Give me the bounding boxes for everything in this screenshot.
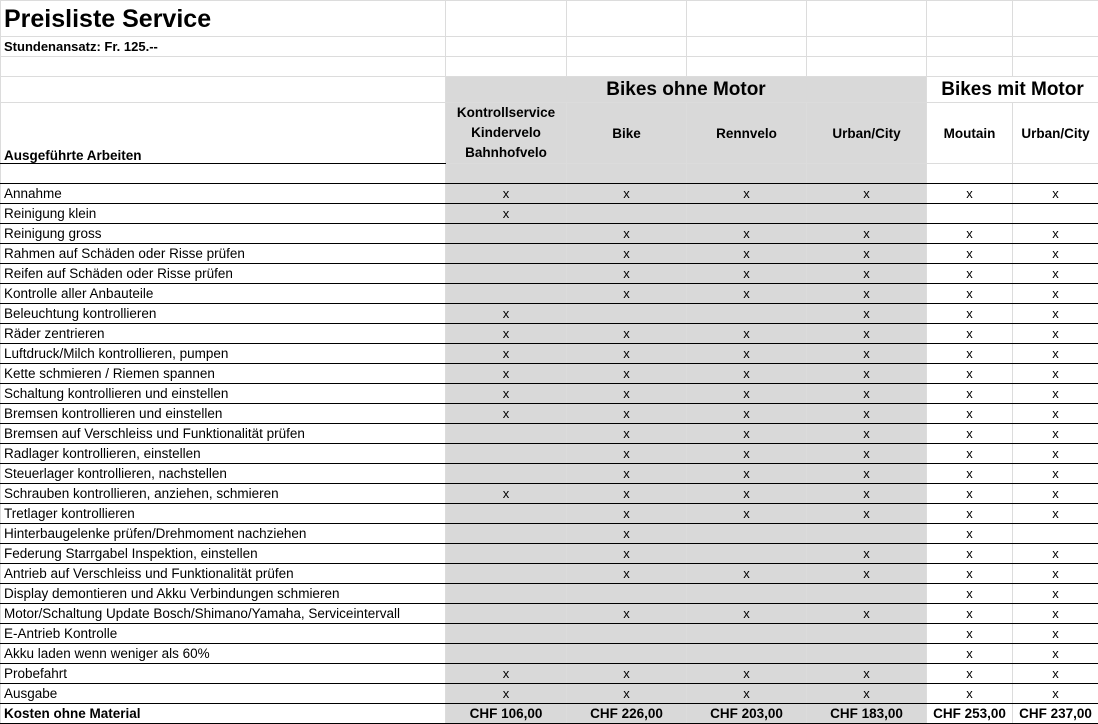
column-header-kontrollservice [446,103,567,164]
row-label: Reinigung gross [1,224,446,244]
row-label: Federung Starrgabel Inspektion, einstellen [1,544,446,564]
row-label: Ausgabe [1,684,446,704]
row-cell [687,524,807,544]
row-cell [446,504,567,524]
row-label: Luftdruck/Milch kontrollieren, pumpen [1,344,446,364]
row-cell: x [927,324,1013,344]
row-cell: x [687,244,807,264]
row-cell: x [567,544,687,564]
table-row [1,544,1098,564]
row-cell: x [567,324,687,344]
table-row [1,264,1098,284]
row-cell: x [567,664,687,684]
row-cell: x [927,224,1013,244]
row-cell: x [687,344,807,364]
row-cell: x [1013,504,1098,524]
row-cell: x [927,584,1013,604]
row-cell: x [567,264,687,284]
row-cell [446,464,567,484]
row-cell: x [446,304,567,324]
row-cell: x [927,624,1013,644]
row-label: Kontrolle aller Anbauteile [1,284,446,304]
row-cell: x [567,344,687,364]
row-cell: x [1013,324,1098,344]
row-cell [567,304,687,324]
row-cell: x [807,404,927,424]
row-cell: x [927,504,1013,524]
row-cell: x [567,464,687,484]
row-cell [687,204,807,224]
column-header-urban-city: Urban/City [807,103,927,164]
row-cell: x [687,484,807,504]
row-label: Bremsen auf Verschleiss und Funktionalität prüfen [1,424,446,444]
table-row [1,364,1098,384]
row-cell: x [687,664,807,684]
row-cell: x [446,204,567,224]
row-cell [687,584,807,604]
total-price: CHF 253,00 [927,704,1013,724]
row-cell: x [687,684,807,704]
total-price: CHF 237,00 [1013,704,1098,724]
row-cell: x [807,544,927,564]
row-cell: x [807,484,927,504]
row-cell [687,624,807,644]
row-cell: x [567,504,687,524]
row-cell: x [927,644,1013,664]
row-cell: x [1013,244,1098,264]
row-cell: x [1013,444,1098,464]
row-label: Annahme [1,184,446,204]
row-cell: x [687,604,807,624]
table-row [1,424,1098,444]
row-cell [567,584,687,604]
row-cell: x [927,284,1013,304]
row-cell [567,644,687,664]
row-cell: x [807,564,927,584]
row-label: E-Antrieb Kontrolle [1,624,446,644]
row-cell [446,244,567,264]
total-price: CHF 203,00 [687,704,807,724]
row-cell: x [446,344,567,364]
row-cell [807,644,927,664]
row-cell [446,424,567,444]
row-label: Steuerlager kontrollieren, nachstellen [1,464,446,484]
row-cell [567,204,687,224]
row-cell: x [807,224,927,244]
table-row [1,504,1098,524]
row-cell: x [1013,564,1098,584]
row-cell: x [807,604,927,624]
row-cell [446,224,567,244]
row-cell: x [567,404,687,424]
row-cell: x [567,524,687,544]
row-cell: x [567,284,687,304]
row-label: Schaltung kontrollieren und einstellen [1,384,446,404]
row-cell [567,624,687,644]
row-label: Schrauben kontrollieren, anziehen, schmieren [1,484,446,504]
row-cell: x [1013,464,1098,484]
row-cell: x [1013,684,1098,704]
total-price: CHF 106,00 [446,704,567,724]
row-label: Reinigung klein [1,204,446,224]
column-header-bike: Bike [567,103,687,164]
row-cell [687,304,807,324]
row-cell [446,444,567,464]
row-label: Räder zentrieren [1,324,446,344]
row-label: Motor/Schaltung Update Bosch/Shimano/Yamaha, Serviceintervall [1,604,446,624]
row-cell: x [1013,304,1098,324]
row-cell: x [927,244,1013,264]
column-header-kontrollservice-line-3: Bahnhofvelo [449,143,563,163]
row-cell: x [446,404,567,424]
row-cell: x [927,264,1013,284]
row-label: Kette schmieren / Riemen spannen [1,364,446,384]
row-cell: x [927,464,1013,484]
row-cell: x [807,504,927,524]
row-cell [807,584,927,604]
table-row [1,244,1098,264]
row-cell: x [1013,624,1098,644]
row-cell: x [1013,484,1098,504]
row-cell: x [927,404,1013,424]
row-cell: x [687,464,807,484]
row-cell: x [807,424,927,444]
row-cell: x [927,604,1013,624]
table-row [1,564,1098,584]
sheet-title: Preisliste Service [1,1,446,37]
row-cell [446,604,567,624]
total-price: CHF 226,00 [567,704,687,724]
row-cell: x [567,444,687,464]
row-label: Reifen auf Schäden oder Risse prüfen [1,264,446,284]
row-cell: x [687,444,807,464]
row-cell: x [807,364,927,384]
row-cell [446,624,567,644]
table-row [1,284,1098,304]
row-cell: x [927,544,1013,564]
total-label: Kosten ohne Material [1,704,446,724]
row-cell: x [927,524,1013,544]
row-cell: x [927,484,1013,504]
table-row [1,484,1098,504]
row-cell: x [927,564,1013,584]
row-cell: x [687,324,807,344]
row-label: Bremsen kontrollieren und einstellen [1,404,446,424]
table-row [1,184,1098,204]
row-cell: x [687,504,807,524]
row-cell: x [567,484,687,504]
row-cell: x [687,264,807,284]
row-cell: x [446,324,567,344]
row-label: Beleuchtung kontrollieren [1,304,446,324]
row-label: Probefahrt [1,664,446,684]
table-row [1,584,1098,604]
row-cell: x [927,444,1013,464]
column-header-rennvelo: Rennvelo [687,103,807,164]
row-cell: x [807,284,927,304]
row-cell: x [1013,644,1098,664]
row-cell: x [807,244,927,264]
table-row [1,324,1098,344]
row-cell: x [1013,284,1098,304]
row-cell: x [567,384,687,404]
row-cell: x [1013,344,1098,364]
table-row [1,684,1098,704]
row-cell [446,524,567,544]
table-row [1,304,1098,324]
column-header-e-urban-city: Urban/City [1013,103,1098,164]
row-cell [927,204,1013,224]
table-row [1,604,1098,624]
hourly-rate: Stundenansatz: Fr. 125.-- [1,37,446,57]
row-cell [446,584,567,604]
table-row [1,404,1098,424]
row-cell: x [687,404,807,424]
row-cell: x [1013,544,1098,564]
column-header-kontrollservice-line-2: Kindervelo [449,123,563,143]
row-cell: x [687,284,807,304]
row-label: Tretlager kontrollieren [1,504,446,524]
row-cell: x [687,364,807,384]
row-cell: x [807,384,927,404]
row-label: Radlager kontrollieren, einstellen [1,444,446,464]
row-cell: x [687,224,807,244]
row-cell: x [807,464,927,484]
group-bikes-ohne-motor: Bikes ohne Motor [446,77,927,103]
row-cell: x [446,664,567,684]
table-row [1,464,1098,484]
row-cell: x [807,184,927,204]
row-cell: x [927,664,1013,684]
row-cell: x [1013,364,1098,384]
table-row [1,224,1098,244]
table-row [1,344,1098,364]
row-cell: x [807,324,927,344]
row-cell [807,624,927,644]
row-cell: x [1013,384,1098,404]
row-cell: x [807,664,927,684]
row-cell: x [567,424,687,444]
table-row [1,444,1098,464]
row-cell: x [567,184,687,204]
row-cell [446,264,567,284]
row-cell [687,544,807,564]
row-cell: x [927,184,1013,204]
row-cell: x [1013,424,1098,444]
row-cell: x [446,364,567,384]
row-cell: x [687,384,807,404]
column-header-arbeiten: Ausgeführte Arbeiten [1,103,446,164]
row-cell: x [1013,404,1098,424]
row-cell: x [927,684,1013,704]
row-label: Display demontieren und Akku Verbindungen schmieren [1,584,446,604]
row-cell: x [1013,604,1098,624]
row-cell: x [567,224,687,244]
row-cell: x [687,184,807,204]
row-cell [687,644,807,664]
row-cell [807,524,927,544]
row-cell: x [927,344,1013,364]
row-cell: x [446,684,567,704]
table-row [1,524,1098,544]
row-cell: x [807,684,927,704]
row-cell: x [1013,184,1098,204]
table-row [1,644,1098,664]
row-cell: x [567,604,687,624]
row-cell: x [446,484,567,504]
column-header-kontrollservice-line-1: Kontrollservice [449,103,563,123]
row-cell: x [807,304,927,324]
row-cell [446,564,567,584]
row-cell: x [1013,264,1098,284]
row-cell: x [687,564,807,584]
row-cell [446,544,567,564]
row-cell [1013,204,1098,224]
row-label: Rahmen auf Schäden oder Risse prüfen [1,244,446,264]
row-cell: x [927,384,1013,404]
total-row [1,704,1098,724]
row-cell: x [927,424,1013,444]
row-cell: x [807,444,927,464]
row-cell: x [927,364,1013,384]
row-cell: x [927,304,1013,324]
row-cell: x [1013,584,1098,604]
row-cell: x [567,364,687,384]
row-cell: x [807,264,927,284]
table-row [1,204,1098,224]
row-cell: x [567,564,687,584]
group-bikes-mit-motor: Bikes mit Motor [927,77,1098,103]
table-row [1,664,1098,684]
row-cell: x [687,424,807,444]
row-label: Hinterbaugelenke prüfen/Drehmoment nachziehen [1,524,446,544]
row-cell: x [1013,664,1098,684]
row-cell [446,284,567,304]
column-header-moutain: Moutain [927,103,1013,164]
table-row [1,384,1098,404]
row-cell: x [1013,224,1098,244]
row-cell [1013,524,1098,544]
row-cell: x [446,184,567,204]
row-cell: x [807,344,927,364]
row-cell [446,644,567,664]
row-label: Antrieb auf Verschleiss und Funktionalität prüfen [1,564,446,584]
table-row [1,624,1098,644]
row-cell [807,204,927,224]
row-cell: x [567,244,687,264]
row-label: Akku laden wenn weniger als 60% [1,644,446,664]
total-price: CHF 183,00 [807,704,927,724]
row-cell: x [446,384,567,404]
row-cell: x [567,684,687,704]
